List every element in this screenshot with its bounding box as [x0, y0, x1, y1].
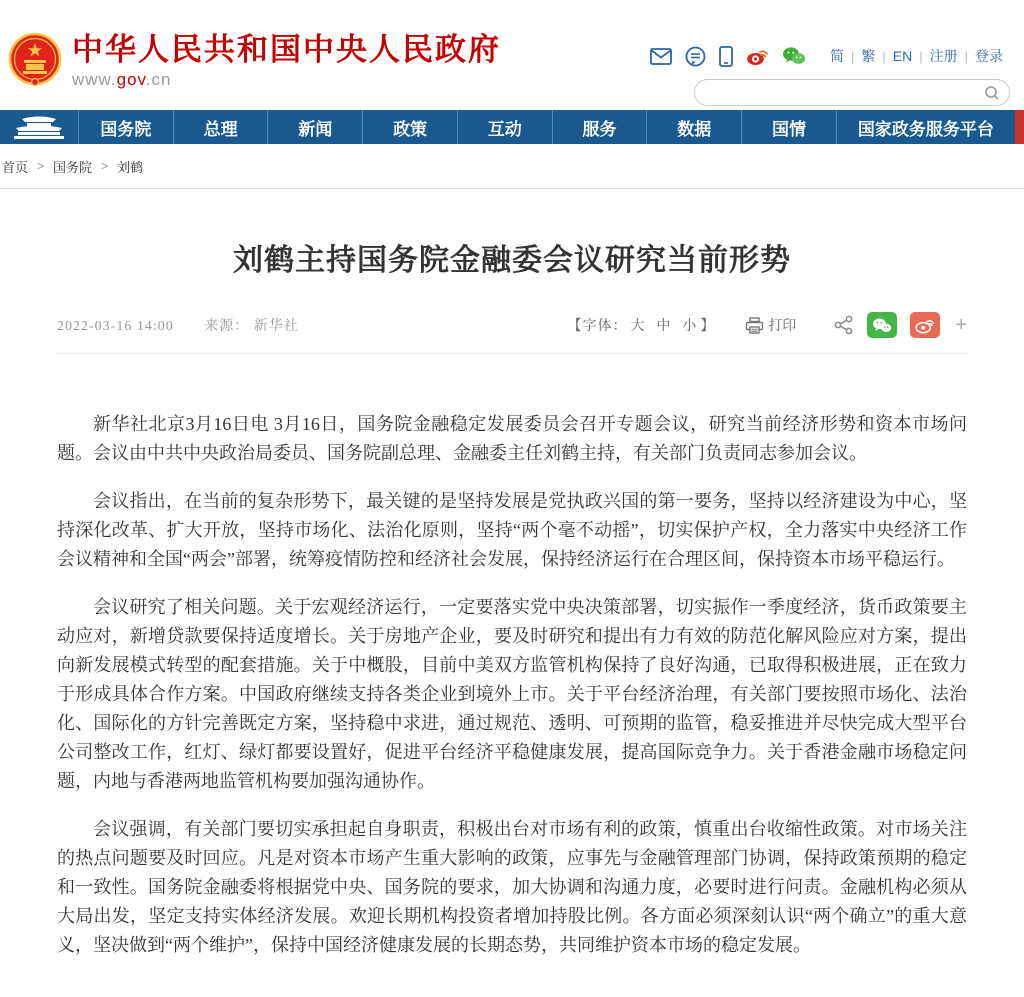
wechat-share-icon[interactable] — [867, 312, 897, 338]
nav-item-zhengwu-platform[interactable]: 国家政务服务平台 — [836, 110, 1015, 144]
share-icon[interactable] — [834, 315, 854, 335]
article-title: 刘鹤主持国务院金融委会议研究当前形势 — [233, 244, 791, 277]
wechat-icon[interactable] — [782, 46, 806, 66]
breadcrumb-home[interactable]: 首页 — [2, 159, 29, 175]
site-header — [0, 0, 1024, 110]
article-meta-row — [57, 312, 967, 354]
nav-item-hudong[interactable]: 互动 — [457, 110, 552, 144]
article-meta-left — [57, 315, 299, 335]
nav-item-guowuyuan[interactable]: 国务院 — [78, 110, 173, 144]
site-url: www.gov.cn — [72, 69, 172, 89]
mobile-icon[interactable] — [719, 46, 733, 67]
article-container — [0, 188, 1024, 997]
article-source: 新华社 — [253, 319, 299, 334]
search-input[interactable] — [709, 82, 983, 104]
register-link[interactable]: 注册 — [929, 48, 958, 64]
login-link[interactable]: 登录 — [975, 48, 1003, 64]
lang-traditional[interactable]: 繁 — [861, 48, 876, 64]
article-meta-right — [568, 312, 967, 338]
nav-item-xinwen[interactable]: 新闻 — [267, 110, 362, 144]
article-paragraph: 会议研究了相关问题。关于宏观经济运行，一定要落实党中央决策部署，切实振作一季度经济，货币政策要主动应对，新增贷款要保持适度增长。关于房地产企业，要及时研究和提出有力有效的防范化解风险应对方案，提出向新发展模式转型的配套措施。关于中概股，目前中美双方监管机构保持了良好沟通，已取得积极进展，正在致力于形成具体合作方案。中国政府继续支持各类企业到境外上市。关于平台经济治理，有关部门要按照市场化、法治化、国际化的方针完善既定方案，坚持稳中求进，通过规范、透明、可预期的监管，稳妥推进并尽快完成大型平台公司整改工作，红灯、绿灯都要设置好，促进平台经济平稳健康发展，提高国际竞争力。关于香港金融市场稳定问题，内地与香港两地监管机构要加强沟通协作。 — [57, 597, 967, 791]
weibo-share-icon[interactable] — [910, 312, 940, 338]
search-box — [694, 79, 1010, 106]
nav-item-zongli[interactable]: 总理 — [173, 110, 268, 144]
article-paragraph: 新华社北京3月16日电 3月16日，国务院金融稳定发展委员会召开专题会议，研究当前经济形势和资本市场问题。会议由中共中央政治局委员、国务院副总理、金融委主任刘鹤主持，有关部门负责同志参加会议。 — [57, 414, 967, 463]
breadcrumb: 首页 > 国务院 > 刘鹤 — [0, 144, 1024, 188]
quick-links-row — [694, 44, 1010, 68]
site-logo[interactable] — [8, 30, 501, 90]
lang-english[interactable]: EN — [892, 48, 913, 64]
font-size-medium[interactable]: 中 — [656, 317, 672, 333]
breadcrumb-current: 刘鹤 — [117, 159, 144, 175]
lang-simplified[interactable]: 简 — [829, 48, 844, 64]
share-group — [834, 312, 967, 338]
source-label: 来源： — [204, 319, 250, 334]
font-size-small[interactable]: 小 — [682, 317, 698, 333]
message-icon[interactable] — [685, 46, 706, 67]
search-icon[interactable] — [983, 84, 1001, 102]
article-body — [57, 410, 967, 960]
home-nav-tiananmen-icon[interactable] — [0, 110, 78, 144]
print-label: 打印 — [768, 317, 797, 333]
main-nav — [0, 110, 1024, 144]
nav-item-fuwu[interactable]: 服务 — [552, 110, 647, 144]
printer-icon — [745, 317, 764, 334]
article-paragraph: 会议强调，有关部门要切实承担起自身职责，积极出台对市场有利的政策，慎重出台收缩性政策。对市场关注的热点问题要及时回应。凡是对资本市场产生重大影响的政策，应事先与金融管理部门协调，保持政策预期的稳定和一致性。国务院金融委将根据党中央、国务院的要求，加大协调和沟通力度，必要时进行问责。金融机构必须从大局出发，坚定支持实体经济发展。欢迎长期机构投资者增加持股比例。各方面必须深刻认识“两个确立”的重大意义，坚决做到“两个维护”，保持中国经济健康发展的长期态势，共同维护资本市场的稳定发展。 — [57, 819, 967, 955]
nav-edge-decoration — [1015, 110, 1024, 144]
font-size-control: 【字体： 大 中 小 】 — [567, 317, 716, 333]
font-size-large[interactable]: 大 — [630, 317, 646, 333]
site-title: 中华人民共和国中央人民政府 — [72, 32, 501, 67]
national-emblem-icon — [8, 30, 62, 88]
nav-item-guoqing[interactable]: 国情 — [741, 110, 836, 144]
article-paragraph: 会议指出，在当前的复杂形势下，最关键的是坚持发展是党执政兴国的第一要务，坚持以经济建设为中心，坚持深化改革、扩大开放，坚持市场化、法治化原则，坚持“两个毫不动摇”，切实保护产权，全力落实中央经济工作会议精神和全国“两会”部署，统筹疫情防控和经济社会发展，保持经济运行在合理区间，保持资本市场平稳运行。 — [57, 491, 967, 569]
mail-icon[interactable] — [650, 48, 672, 65]
print-button[interactable] — [745, 315, 796, 335]
nav-item-shuju[interactable]: 数据 — [646, 110, 741, 144]
article-date: 2022-03-16 14:00 — [57, 319, 174, 334]
nav-item-zhengce[interactable]: 政策 — [362, 110, 457, 144]
weibo-icon[interactable] — [746, 46, 769, 66]
breadcrumb-guowuyuan[interactable]: 国务院 — [53, 159, 93, 175]
lang-links: 简 | 繁 | EN | 注册 | 登录 — [823, 46, 1010, 66]
share-more-button[interactable]: + — [955, 314, 967, 336]
